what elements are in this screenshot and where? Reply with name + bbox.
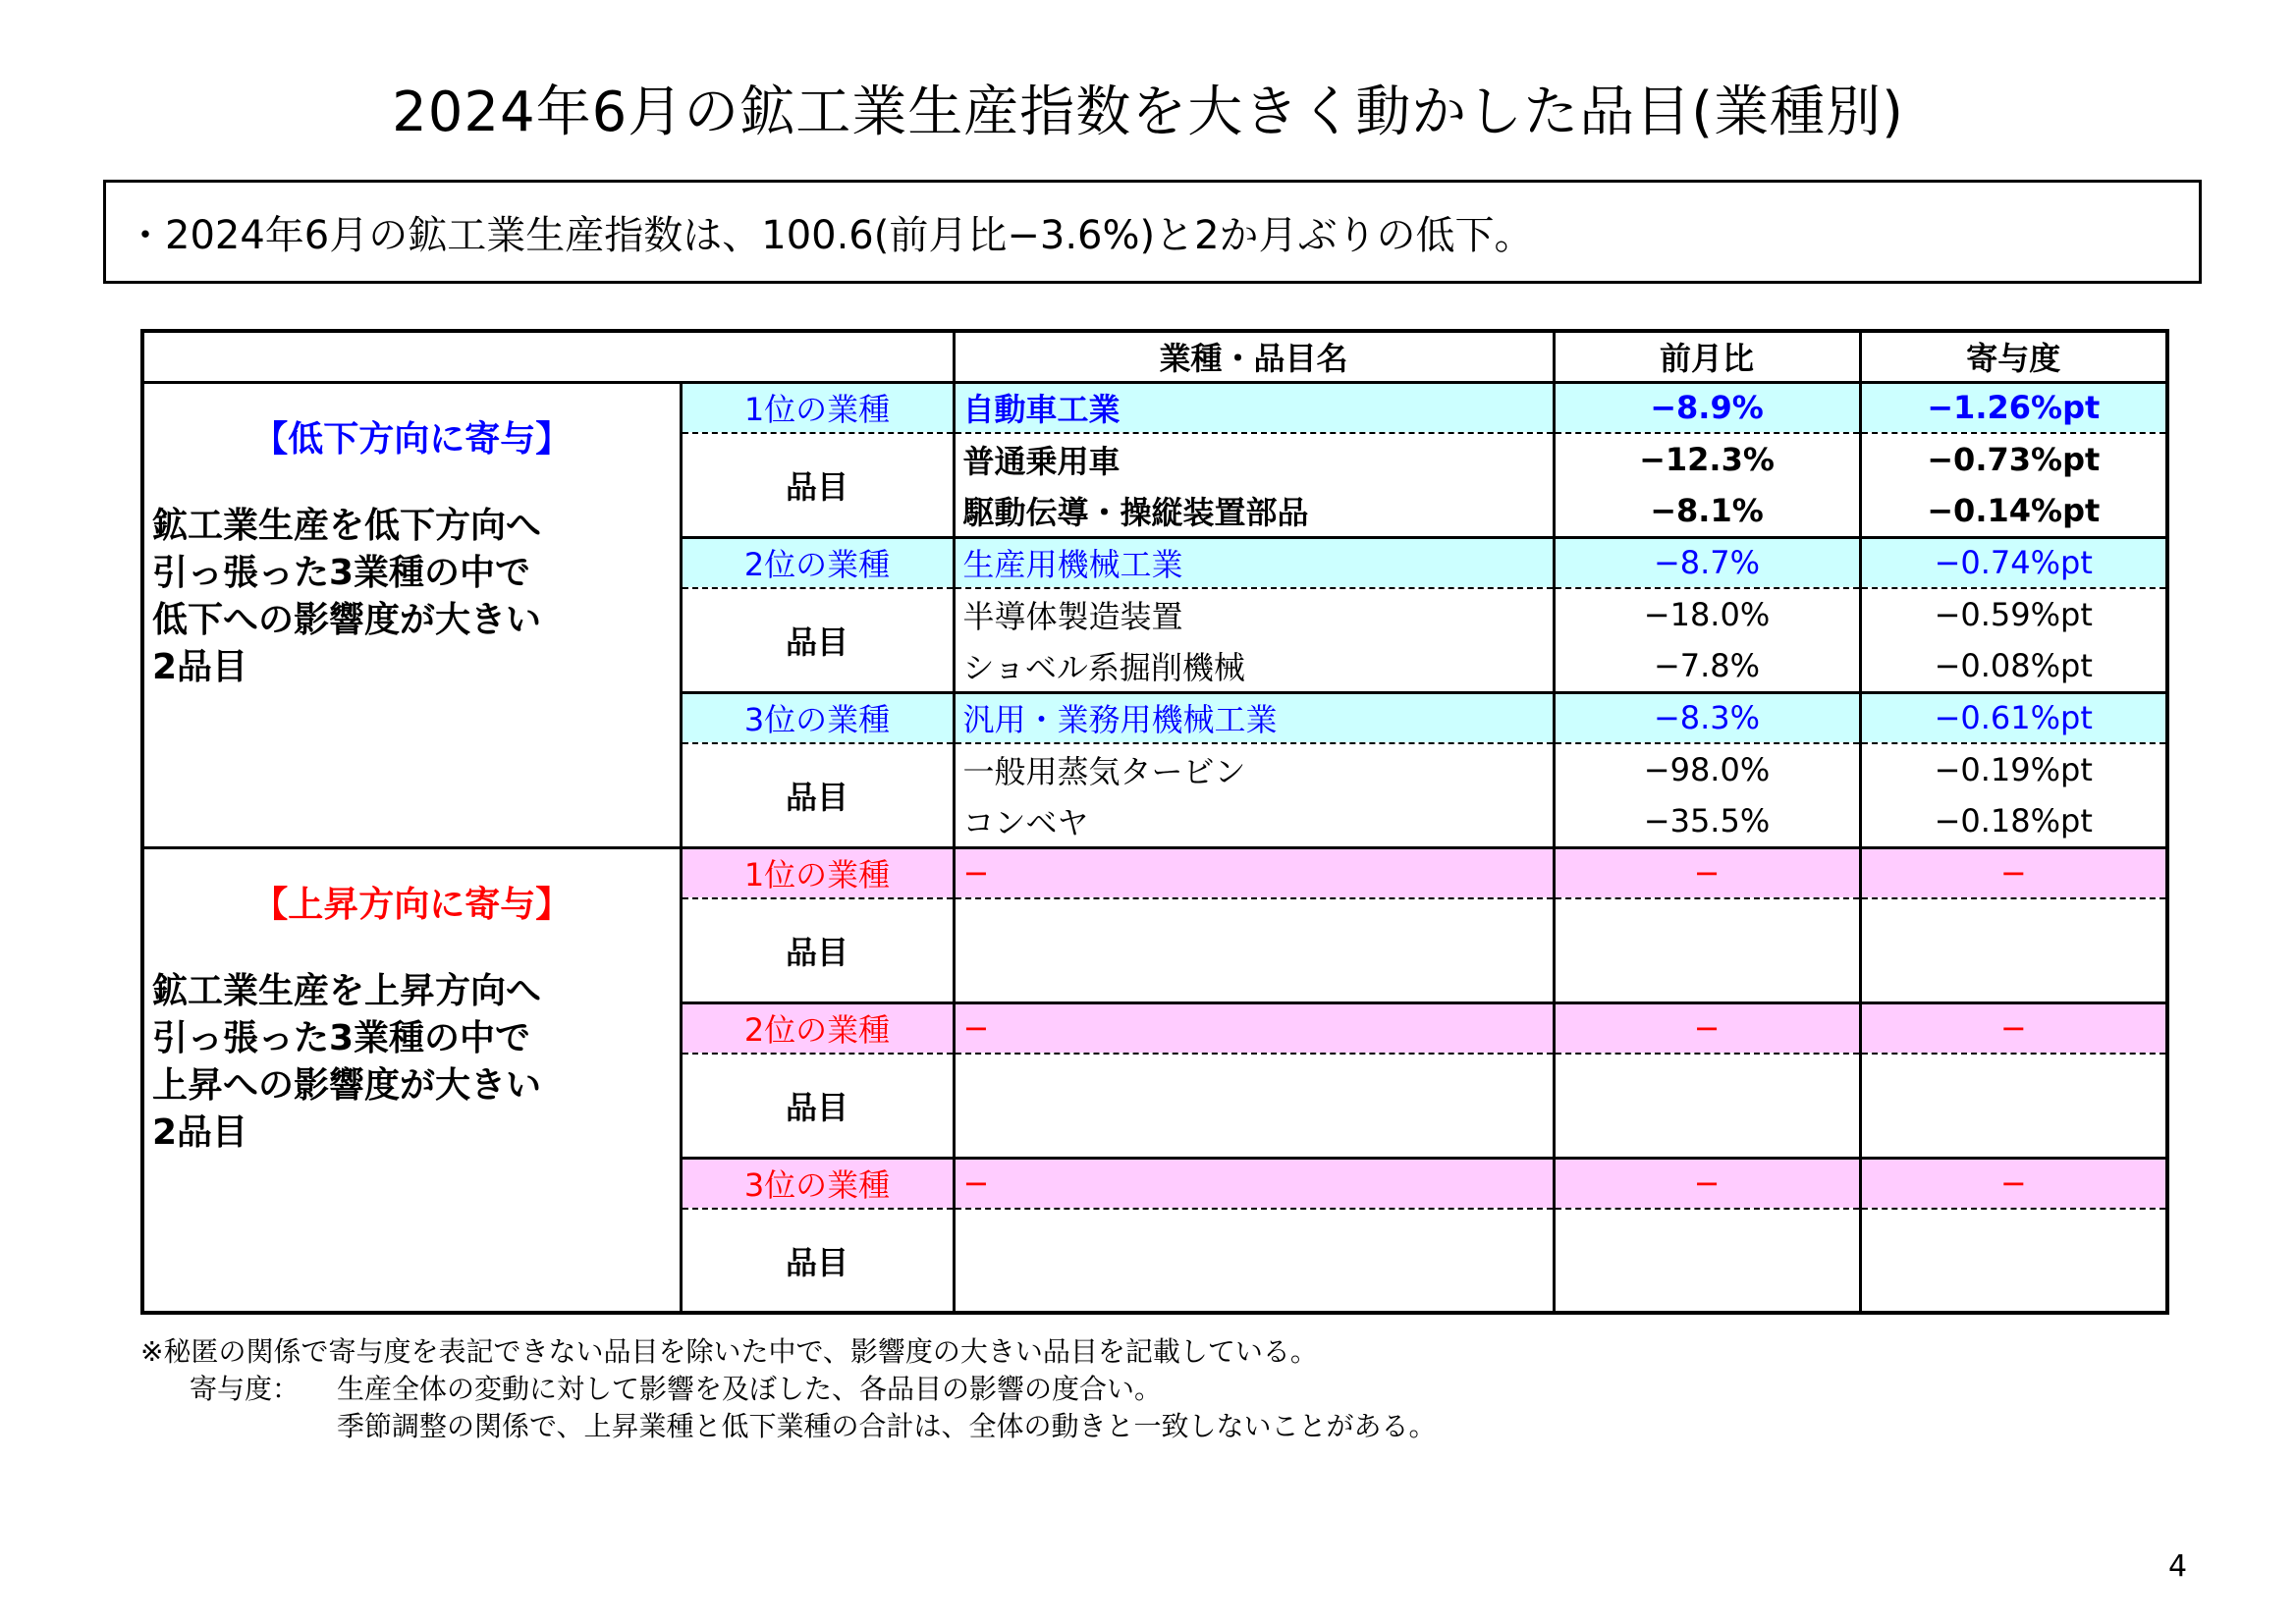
item-name (954, 1054, 1554, 1158)
down-heading: 【低下方向に寄与】 (252, 418, 572, 460)
industry-name: − (954, 1158, 1554, 1209)
item-mom: −98.0% (1554, 743, 1860, 795)
item-label: 品目 (681, 588, 954, 692)
item-label: 品目 (681, 898, 954, 1002)
industry-name: 汎用・業務用機械工業 (954, 692, 1554, 743)
industry-contribution: −1.26%pt (1860, 382, 2167, 433)
industry-contribution: − (1860, 847, 2167, 898)
industry-mom: − (1554, 1158, 1860, 1209)
item-label: 品目 (681, 433, 954, 537)
page-title: 2024年6月の鉱工業生産指数を大きく動かした品目(業種別) (392, 81, 1904, 144)
up-desc-line: 上昇への影響度が大きい (152, 1064, 542, 1106)
industry-name: − (954, 1002, 1554, 1054)
item-label: 品目 (681, 743, 954, 847)
item-name: ショベル系掘削機械 (954, 640, 1554, 692)
industry-name: 自動車工業 (954, 382, 1554, 433)
industry-mom: −8.7% (1554, 537, 1860, 588)
up-heading: 【上昇方向に寄与】 (252, 884, 572, 925)
item-contribution: −0.19%pt (1860, 743, 2167, 795)
industry-name: 生産用機械工業 (954, 537, 1554, 588)
header-mom: 前月比 (1554, 331, 1860, 382)
industry-contribution: −0.74%pt (1860, 537, 2167, 588)
down-desc-line: 低下への影響度が大きい (152, 599, 542, 640)
up-group-label (142, 847, 681, 1313)
footnote-definition (140, 1371, 1436, 1408)
industry-name: − (954, 847, 1554, 898)
footnote-label: 寄与度： (190, 1373, 301, 1405)
up-desc-line: 引っ張った3業種の中で (152, 1017, 531, 1058)
footnote-line-2: 生産全体の変動に対して影響を及ぼした、各品目の影響の度合い。 (337, 1373, 1163, 1405)
summary-text: ・2024年6月の鉱工業生産指数は、100.6(前月比−3.6%)と2か月ぶりの低下。 (126, 212, 1534, 258)
up-industry-row-1 (142, 847, 2167, 898)
item-label: 品目 (681, 1209, 954, 1313)
header-blank (142, 331, 954, 382)
header-name: 業種・品目名 (954, 331, 1554, 382)
contribution-table (140, 329, 2169, 1315)
industry-mom: −8.9% (1554, 382, 1860, 433)
item-name (954, 898, 1554, 1002)
footnote-line-1: ※秘匿の関係で寄与度を表記できない品目を除いた中で、影響度の大きい品目を記載している。 (140, 1335, 1318, 1368)
item-contribution: −0.14%pt (1860, 485, 2167, 537)
item-contribution: −0.08%pt (1860, 640, 2167, 692)
down-group-label (142, 382, 681, 847)
industry-contribution: −0.61%pt (1860, 692, 2167, 743)
down-desc-line: 鉱工業生産を低下方向へ (152, 505, 542, 546)
industry-mom: − (1554, 1002, 1860, 1054)
item-name: 一般用蒸気タービン (954, 743, 1554, 795)
item-mom (1554, 1054, 1860, 1158)
item-contribution: −0.59%pt (1860, 588, 2167, 640)
item-name (954, 1209, 1554, 1313)
footnotes (140, 1333, 1436, 1445)
rank-label: 1位の業種 (681, 847, 954, 898)
item-mom (1554, 898, 1860, 1002)
footnote-line-3: 季節調整の関係で、上昇業種と低下業種の合計は、全体の動きと一致しないことがある。 (337, 1410, 1437, 1442)
footnote-definition-cont (140, 1408, 1436, 1445)
rank-label: 3位の業種 (681, 1158, 954, 1209)
item-contribution: −0.18%pt (1860, 795, 2167, 847)
item-name: 駆動伝導・操縦装置部品 (954, 485, 1554, 537)
down-industry-row-1 (142, 382, 2167, 433)
rank-label: 1位の業種 (681, 382, 954, 433)
item-mom: −35.5% (1554, 795, 1860, 847)
down-desc-line: 2品目 (152, 646, 248, 687)
up-desc-line: 鉱工業生産を上昇方向へ (152, 970, 542, 1011)
up-desc-line: 2品目 (152, 1111, 248, 1153)
item-mom (1554, 1209, 1860, 1313)
rank-label: 2位の業種 (681, 537, 954, 588)
down-desc-line: 引っ張った3業種の中で (152, 552, 531, 593)
item-mom: −8.1% (1554, 485, 1860, 537)
item-mom: −12.3% (1554, 433, 1860, 485)
item-mom: −18.0% (1554, 588, 1860, 640)
item-name: 普通乗用車 (954, 433, 1554, 485)
summary-box (103, 180, 2202, 284)
industry-contribution: − (1860, 1158, 2167, 1209)
item-mom: −7.8% (1554, 640, 1860, 692)
item-label: 品目 (681, 1054, 954, 1158)
item-contribution (1860, 1209, 2167, 1313)
item-contribution (1860, 1054, 2167, 1158)
table-header-row (142, 331, 2167, 382)
item-contribution: −0.73%pt (1860, 433, 2167, 485)
industry-contribution: − (1860, 1002, 2167, 1054)
industry-mom: − (1554, 847, 1860, 898)
down-description (152, 503, 672, 691)
item-name: コンベヤ (954, 795, 1554, 847)
item-contribution (1860, 898, 2167, 1002)
page-number: 4 (2168, 1549, 2188, 1584)
rank-label: 3位の業種 (681, 692, 954, 743)
footnote-spacer (140, 1408, 337, 1445)
up-description (152, 968, 672, 1157)
header-contribution: 寄与度 (1860, 331, 2167, 382)
rank-label: 2位の業種 (681, 1002, 954, 1054)
item-name: 半導体製造装置 (954, 588, 1554, 640)
industry-mom: −8.3% (1554, 692, 1860, 743)
